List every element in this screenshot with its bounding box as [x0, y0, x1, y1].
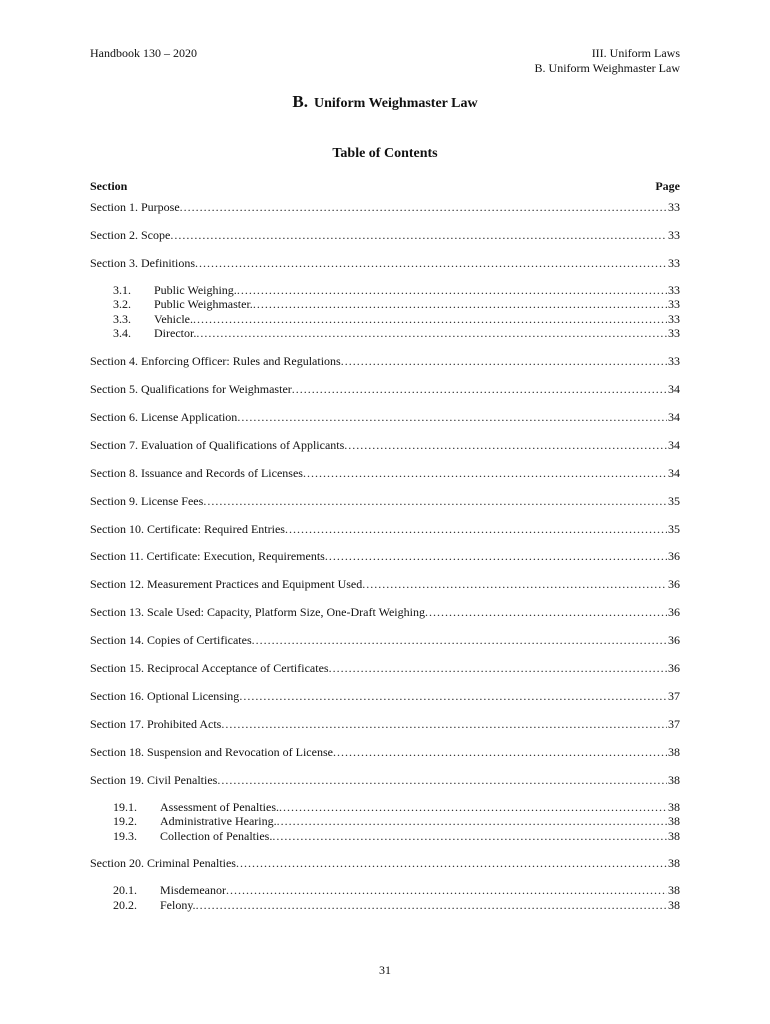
- toc-entry-label: Section 11. Certificate: Execution, Requirements: [90, 549, 325, 564]
- toc-entry[interactable]: [90, 549, 680, 564]
- toc-dot-leader: [333, 745, 667, 760]
- toc-entry-page: 33: [668, 282, 680, 297]
- toc-dot-leader: [195, 256, 667, 271]
- toc-dot-leader: [170, 228, 667, 243]
- toc-entry-page: 33: [668, 326, 680, 341]
- toc-entry-number: 20.2.: [113, 897, 137, 912]
- toc-entry[interactable]: [90, 438, 680, 453]
- toc-entry[interactable]: [90, 494, 680, 509]
- toc-entry-page: 37: [668, 716, 680, 731]
- toc-dot-leader: [303, 466, 667, 481]
- toc-entry-label: Section 4. Enforcing Officer: Rules and Regulations: [90, 354, 341, 369]
- toc-entry-label: Section 10. Certificate: Required Entries: [90, 521, 285, 536]
- toc-entry-page: 37: [668, 688, 680, 703]
- toc-dot-leader: [196, 898, 667, 913]
- toc-entry-label: Section 15. Reciprocal Acceptance of Certificates: [90, 660, 329, 675]
- toc-entry-page: 34: [668, 409, 680, 424]
- page-number: 31: [379, 963, 391, 977]
- toc-entry[interactable]: [90, 745, 680, 760]
- toc-entry-label: Section 5. Qualifications for Weighmaster: [90, 382, 292, 397]
- toc-entry-label: Section 17. Prohibited Acts: [90, 716, 222, 731]
- toc-entry[interactable]: [90, 522, 680, 537]
- toc-entry-number: 3.3.: [113, 311, 131, 326]
- toc-dot-leader: [221, 717, 667, 732]
- toc-entry[interactable]: [90, 410, 680, 425]
- toc-entry-page: 33: [668, 354, 680, 369]
- toc-entry-page: 36: [668, 605, 680, 620]
- toc-entry-page: 36: [668, 633, 680, 648]
- toc-dot-leader: [237, 410, 667, 425]
- document-title: [0, 92, 770, 112]
- running-header-left: Handbook 130 – 2020: [90, 46, 197, 60]
- toc-entry-page: 36: [668, 549, 680, 564]
- toc-dot-leader: [285, 522, 667, 537]
- toc-entry-label: Section 7. Evaluation of Qualifications of Applicants: [90, 437, 345, 452]
- running-header-chapter: III. Uniform Laws: [591, 46, 680, 60]
- toc-entry[interactable]: [90, 661, 680, 676]
- toc-entry-page: 35: [668, 493, 680, 508]
- toc-entry[interactable]: [90, 717, 680, 732]
- toc-entry-label: Section 18. Suspension and Revocation of License: [90, 744, 333, 759]
- toc-entry-page: 38: [668, 856, 680, 871]
- toc-entry-number: 3.1.: [113, 282, 131, 297]
- toc-dot-leader: [325, 549, 667, 564]
- toc-entry-label: Section 14. Copies of Certificates: [90, 633, 252, 648]
- toc-entry-page: 33: [668, 297, 680, 312]
- toc-dot-leader: [252, 633, 667, 648]
- toc-entry-number: 19.2.: [113, 814, 137, 829]
- toc-entry-label: Director.: [154, 326, 197, 341]
- title-text: Uniform Weighmaster Law: [314, 96, 478, 111]
- toc-subentry[interactable]: [90, 326, 680, 341]
- toc-column-section: Section: [90, 179, 128, 193]
- toc-dot-leader: [203, 494, 667, 509]
- toc-entry-page: 38: [668, 897, 680, 912]
- toc-entry-label: Section 1. Purpose: [90, 200, 180, 214]
- toc-entry-label: Felony.: [160, 897, 196, 912]
- toc-entry-page: 38: [668, 772, 680, 787]
- toc-entry-page: 33: [668, 200, 680, 214]
- toc-dot-leader: [193, 312, 667, 327]
- toc-dot-leader: [425, 605, 667, 620]
- toc-dot-leader: [277, 814, 667, 829]
- toc-heading: Table of Contents: [332, 146, 438, 161]
- toc-entry-page: 38: [668, 799, 680, 814]
- running-header-subchapter: B. Uniform Weighmaster Law: [534, 61, 680, 75]
- toc-dot-leader: [239, 689, 667, 704]
- toc-subentry[interactable]: [90, 814, 680, 829]
- toc-entry-number: 19.1.: [113, 799, 137, 814]
- toc-entry-page: 38: [668, 828, 680, 843]
- toc-entry-label: Vehicle.: [154, 311, 193, 326]
- toc-entry-label: Section 8. Issuance and Records of Licenses: [90, 465, 303, 480]
- toc-entry-label: Section 3. Definitions: [90, 255, 195, 270]
- toc-subentry[interactable]: [90, 898, 680, 913]
- toc-entry-page: 33: [668, 311, 680, 326]
- table-of-contents: [90, 200, 680, 912]
- toc-entry-label: Section 12. Measurement Practices and Equipment Used: [90, 577, 363, 592]
- toc-entry[interactable]: [90, 382, 680, 397]
- toc-entry-label: Administrative Hearing.: [160, 814, 277, 829]
- toc-entry[interactable]: [90, 228, 680, 243]
- toc-entry-page: 35: [668, 521, 680, 536]
- toc-entry-page: 36: [668, 660, 680, 675]
- toc-entry-page: 34: [668, 465, 680, 480]
- toc-entry-number: 3.2.: [113, 297, 131, 312]
- toc-entry[interactable]: [90, 605, 680, 620]
- toc-entry-page: 38: [668, 814, 680, 829]
- title-letter: B.: [292, 92, 308, 111]
- toc-dot-leader: [196, 326, 667, 341]
- toc-entry-label: Section 13. Scale Used: Capacity, Platform Size, One-Draft Weighing: [90, 605, 425, 620]
- toc-subentry[interactable]: [90, 297, 680, 312]
- toc-dot-leader: [344, 438, 667, 453]
- running-header-right: [535, 46, 680, 76]
- toc-entry-page: 34: [668, 382, 680, 397]
- toc-entry-number: 20.1.: [113, 883, 137, 898]
- toc-entry[interactable]: [90, 200, 680, 215]
- toc-entry-label: Public Weighing.: [154, 282, 237, 297]
- toc-entry[interactable]: [90, 577, 680, 592]
- toc-dot-leader: [180, 200, 667, 215]
- toc-entry-page: 36: [668, 577, 680, 592]
- toc-entry-label: Public Weighmaster.: [154, 297, 253, 312]
- toc-entry-page: 33: [668, 227, 680, 242]
- toc-entry-label: Collection of Penalties.: [160, 828, 273, 843]
- toc-subentry[interactable]: [90, 883, 680, 898]
- toc-entry-number: 19.3.: [113, 828, 137, 843]
- toc-dot-leader: [253, 297, 667, 312]
- toc-entry[interactable]: [90, 256, 680, 271]
- toc-entry[interactable]: [90, 689, 680, 704]
- toc-entry-label: Section 6. License Application: [90, 409, 238, 424]
- toc-dot-leader: [292, 382, 667, 397]
- toc-dot-leader: [329, 661, 667, 676]
- toc-entry-page: 38: [668, 883, 680, 898]
- toc-entry-label: Section 9. License Fees: [90, 493, 204, 508]
- toc-column-page: Page: [655, 179, 680, 193]
- toc-dot-leader: [272, 829, 667, 844]
- toc-entry-label: Misdemeanor: [160, 883, 226, 898]
- toc-dot-leader: [237, 283, 667, 298]
- toc-entry-label: Assessment of Penalties.: [160, 799, 279, 814]
- toc-entry[interactable]: [90, 466, 680, 481]
- toc-entry-page: 34: [668, 437, 680, 452]
- toc-subentry[interactable]: [90, 283, 680, 298]
- toc-entry-number: 3.4.: [113, 326, 131, 341]
- toc-entry-label: Section 19. Civil Penalties: [90, 772, 218, 787]
- toc-entry[interactable]: [90, 354, 680, 369]
- toc-subentry[interactable]: [90, 800, 680, 815]
- toc-entry[interactable]: [90, 856, 680, 871]
- toc-subentry[interactable]: [90, 829, 680, 844]
- toc-subentry[interactable]: [90, 312, 680, 327]
- toc-entry[interactable]: [90, 633, 680, 648]
- toc-entry-label: Section 20. Criminal Penalties: [90, 856, 236, 871]
- toc-entry-label: Section 2. Scope: [90, 227, 171, 242]
- toc-entry-label: Section 16. Optional Licensing: [90, 688, 240, 703]
- toc-dot-leader: [362, 577, 667, 592]
- toc-dot-leader: [279, 800, 667, 815]
- toc-entry-page: 38: [668, 744, 680, 759]
- toc-dot-leader: [341, 354, 667, 369]
- toc-entry[interactable]: [90, 773, 680, 788]
- toc-entry-page: 33: [668, 255, 680, 270]
- toc-dot-leader: [217, 773, 667, 788]
- toc-dot-leader: [226, 883, 667, 898]
- toc-dot-leader: [236, 856, 667, 871]
